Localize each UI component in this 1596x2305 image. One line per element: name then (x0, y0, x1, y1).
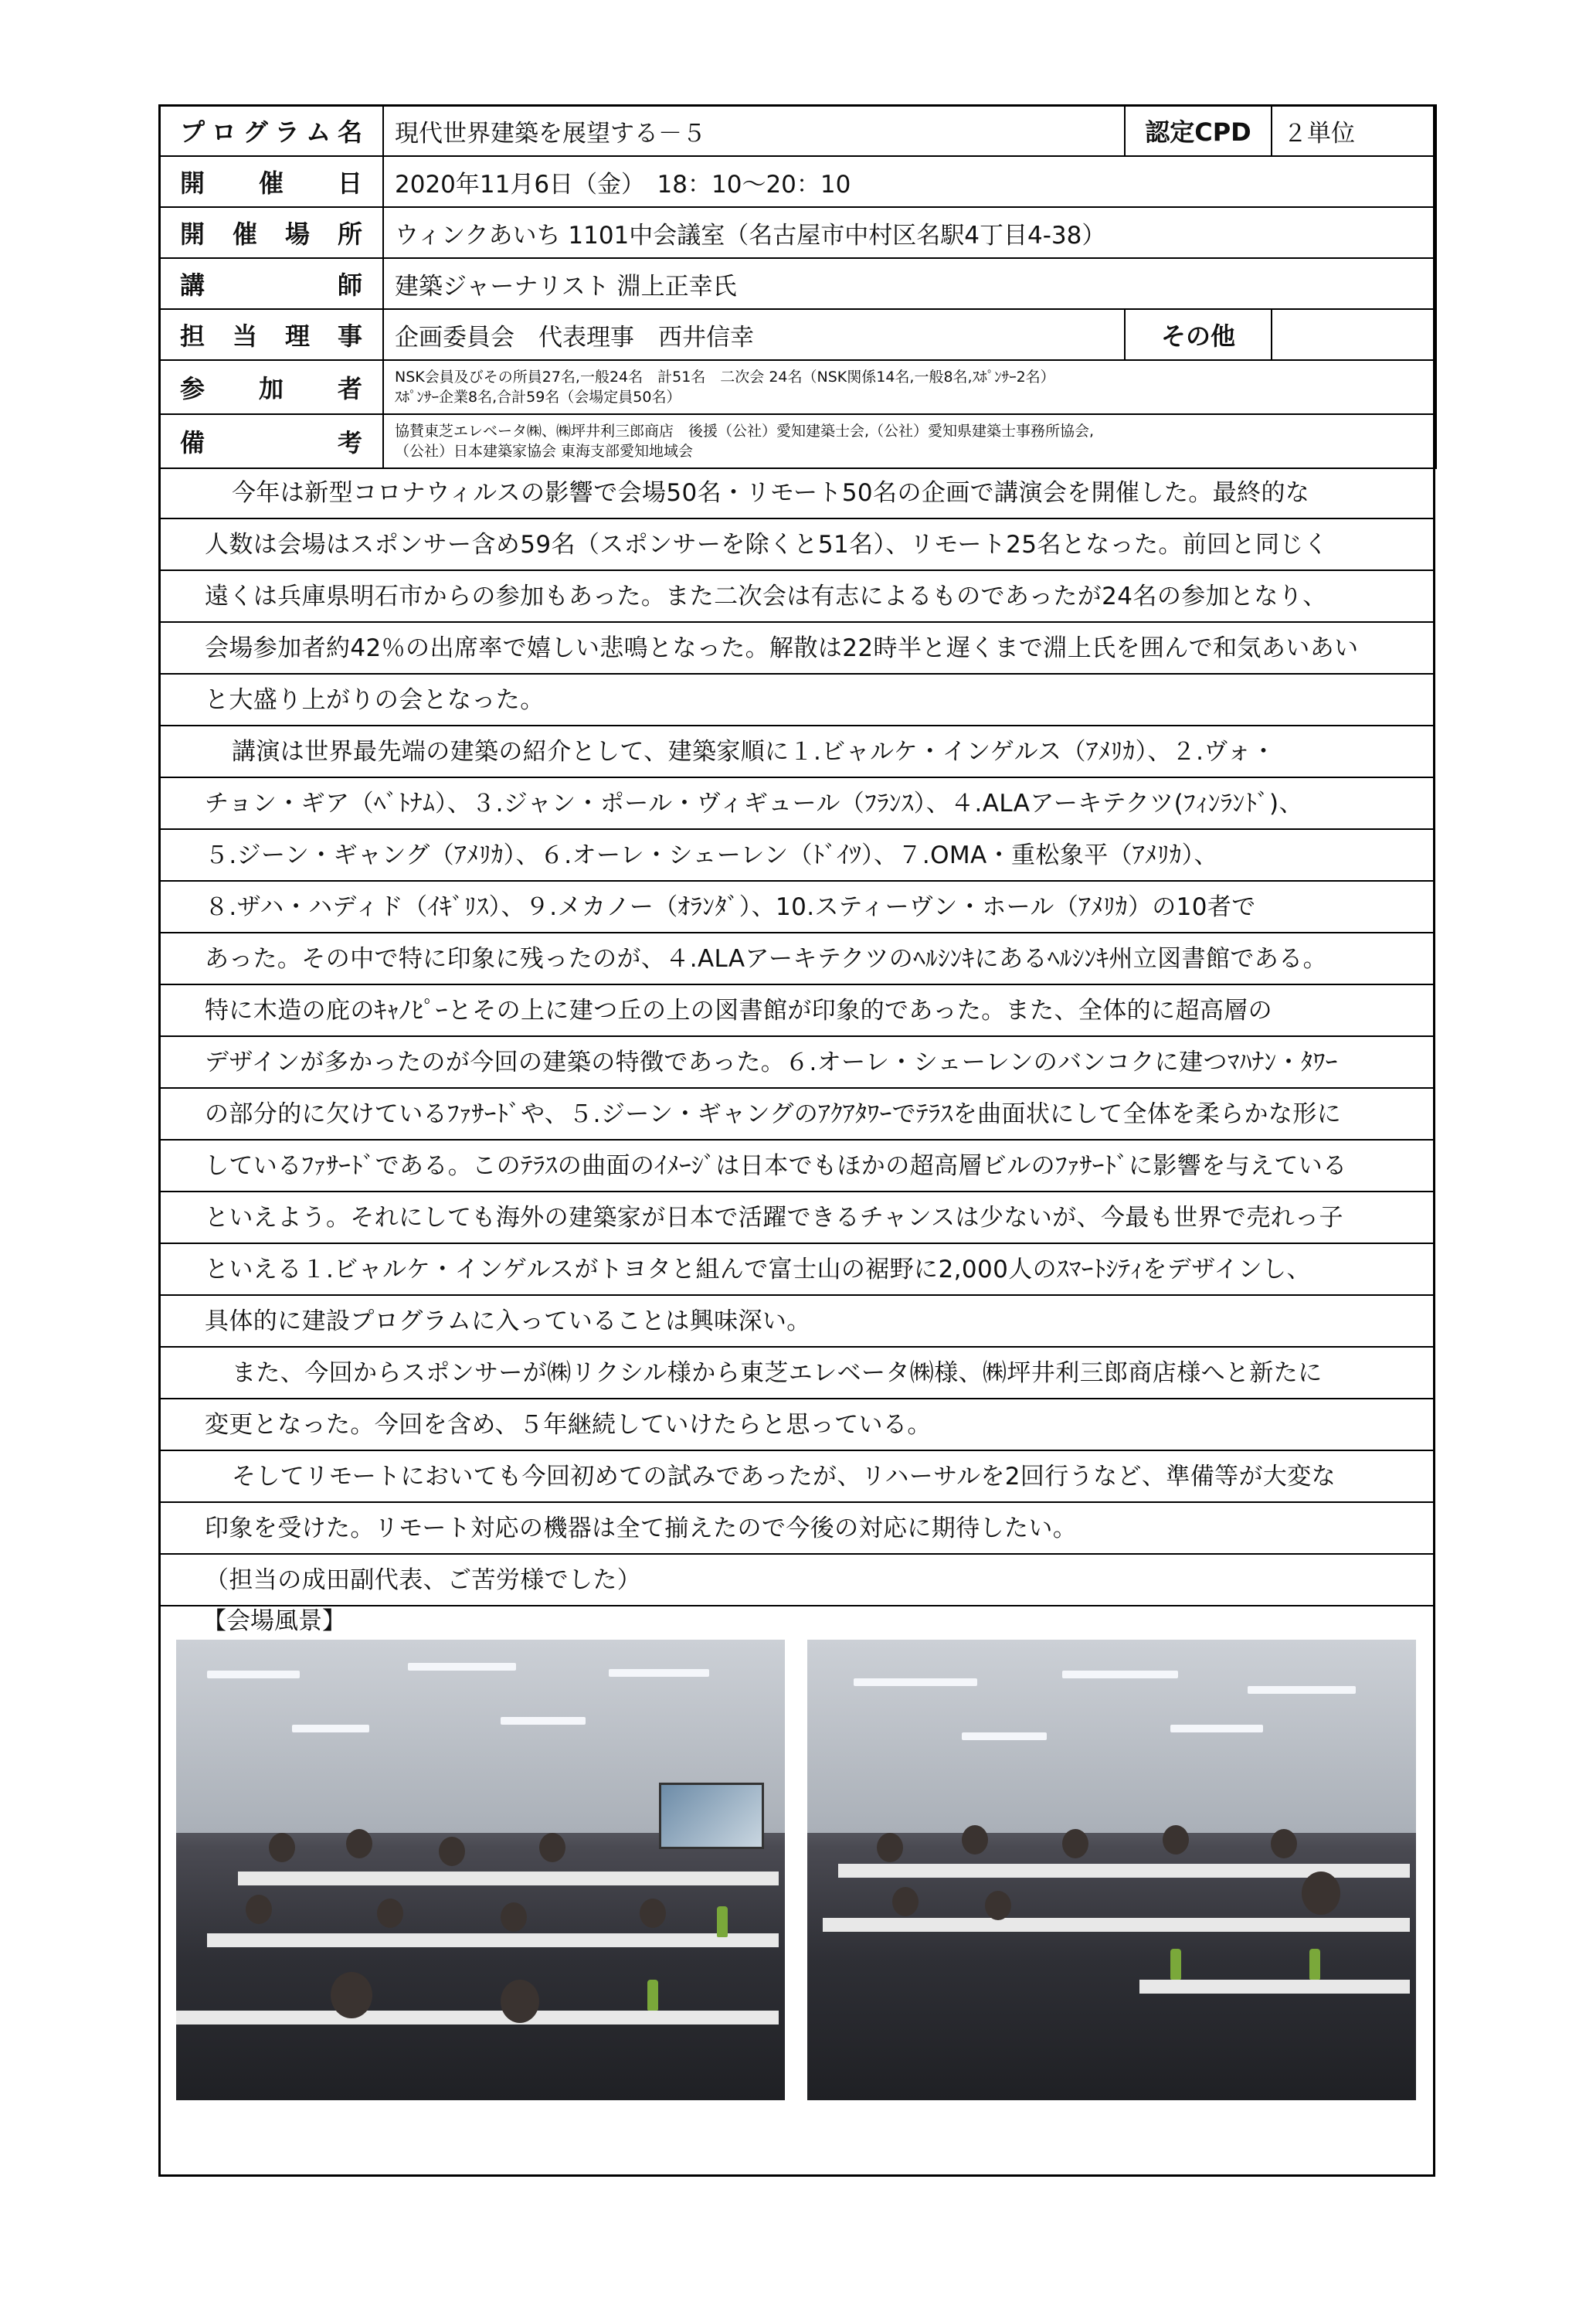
lecturer-label: 講師 (159, 258, 383, 309)
attendee-head (377, 1899, 403, 1928)
attendee-head (985, 1891, 1011, 1920)
attendee-head (501, 1980, 539, 2023)
venue-photo-left (176, 1640, 785, 2100)
attendee-head (877, 1833, 903, 1862)
report-body (158, 467, 1435, 1606)
ceiling-light (609, 1669, 709, 1677)
body-line: 人数は会場はスポンサー含め59名（スポンサーを除くと51名）、リモート25名となった。前回と同じく (158, 519, 1435, 571)
row-director (159, 309, 1436, 360)
attendee-head (1271, 1829, 1297, 1858)
date-label: 開催日 (159, 156, 383, 207)
remarks-line-2: （公社）日本建築家協会 東海支部愛知地域会 (395, 443, 694, 460)
participants-line-1: NSK会員及びその所員27名,一般24名 計51名 二次会 24名（NSK関係14名,一般8名,ｽﾎﾟﾝｻｰ2名） (395, 369, 1055, 386)
body-line: といえる１.ビャルケ・インゲルスがトヨタと組んで富士山の裾野に2,000人のｽﾏｰﾄｼﾃｨをデザインし、 (158, 1244, 1435, 1296)
body-line: 今年は新型コロナウィルスの影響で会場50名・リモート50名の企画で講演会を開催した。最終的な (158, 467, 1435, 519)
body-line: 会場参加者約42％の出席率で嬉しい悲鳴となった。解散は22時半と遅くまで淵上氏を囲んで和気あいあい (158, 623, 1435, 675)
attendee-head (640, 1899, 666, 1928)
attendee-head (269, 1833, 295, 1862)
attendee-head (501, 1902, 527, 1932)
attendee-head (1062, 1829, 1088, 1858)
body-line: 具体的に建設プログラムに入っていることは興味深い。 (158, 1296, 1435, 1348)
body-line: 遠くは兵庫県明石市からの参加もあった。また二次会は有志によるものであったが24名の参加となり、 (158, 571, 1435, 623)
ceiling-light (854, 1678, 977, 1686)
lecturer-value: 建築ジャーナリスト 淵上正幸氏 (383, 258, 1436, 309)
body-line: 印象を受けた。リモート対応の機器は全て揃えたので今後の対応に期待したい。 (158, 1503, 1435, 1555)
body-line: といえよう。それにしても海外の建築家が日本で活躍できるチャンスは少ないが、今最も世界で売れっ子 (158, 1192, 1435, 1244)
body-line: ８.ザハ・ハディド（ｲｷﾞﾘｽ）、９.メカノー（ｵﾗﾝﾀﾞ）、10.スティーヴン・ホール（ｱﾒﾘｶ）の10者で (158, 882, 1435, 933)
director-value: 企画委員会 代表理事 西井信幸 (383, 309, 1125, 360)
participants-label: 参加者 (159, 360, 383, 414)
body-line: そしてリモートにおいても今回初めての試みであったが、リハーサルを2回行うなど、準備等が大変な (158, 1451, 1435, 1503)
remarks-label: 備考 (159, 414, 383, 468)
participants-line-2: ｽﾎﾟﾝｻｰ企業8名,合計59名（会場定員50名） (395, 389, 681, 406)
attendee-head (439, 1837, 465, 1866)
attendee-head (346, 1829, 372, 1858)
desk-row (207, 1933, 779, 1947)
venue-label: 開催場所 (159, 207, 383, 258)
attendee-head (539, 1833, 565, 1862)
body-line: 講演は世界最先端の建築の紹介として、建築家順に１.ビャルケ・インゲルス（ｱﾒﾘｶ）、２.ヴォ・ (158, 726, 1435, 778)
ceiling-light (1062, 1671, 1178, 1678)
desk-row (238, 1872, 779, 1885)
body-line: 変更となった。今回を含め、５年継続していけたらと思っている。 (158, 1399, 1435, 1451)
director-label: 担当理事 (159, 309, 383, 360)
body-line: あった。その中で特に印象に残ったのが、４.ALAアーキテクツのﾍﾙｼﾝｷにあるﾍﾙｼﾝｷ州立図書館である。 (158, 933, 1435, 985)
body-line: ５.ジーン・ギャング（ｱﾒﾘｶ）、６.オーレ・シェーレン（ﾄﾞｲﾂ）、７.OMA・重松象平（ｱﾒﾘｶ）、 (158, 830, 1435, 882)
row-program (159, 105, 1436, 156)
attendee-head (962, 1825, 988, 1855)
ceiling-light (501, 1717, 586, 1725)
ceiling-light (1170, 1725, 1263, 1732)
ceiling-light (292, 1725, 369, 1732)
row-participants (159, 360, 1436, 414)
ceiling-light (962, 1732, 1047, 1740)
info-table (158, 104, 1437, 469)
cpd-value: ２単位 (1272, 105, 1436, 156)
desk-row (176, 2011, 779, 2025)
date-value: 2020年11月6日（金） 18：10～20：10 (383, 156, 1436, 207)
body-line: の部分的に欠けているﾌｧｻｰﾄﾞや、５.ジーン・ギャングのｱｸｱﾀﾜｰでﾃﾗｽを曲面状にして全体を柔らかな形に (158, 1089, 1435, 1141)
attendee-head (331, 1972, 372, 2018)
bottle (647, 1980, 658, 2011)
bottle (717, 1906, 728, 1937)
desk-row (1139, 1980, 1410, 1994)
ceiling-light (1248, 1686, 1356, 1694)
bottle (1170, 1949, 1181, 1980)
ceiling (807, 1640, 1416, 1833)
ceiling-light (207, 1671, 300, 1678)
desk-row (823, 1918, 1410, 1932)
photos-heading: 【会場風景】 (202, 1607, 346, 1635)
other-value (1272, 309, 1436, 360)
projection-screen (659, 1783, 764, 1849)
body-line: 特に木造の庇のｷｬﾉﾋﾟｰとその上に建つ丘の上の図書館が印象的であった。また、全体的に超高層の (158, 985, 1435, 1037)
body-line: チョン・ギア（ﾍﾞﾄﾅﾑ）、３.ジャン・ポール・ヴィギュール（ﾌﾗﾝｽ）、４.ALAアーキテクツ(ﾌｨﾝﾗﾝﾄﾞ)、 (158, 778, 1435, 830)
row-date (159, 156, 1436, 207)
remarks-line-1: 協賛東芝エレベータ㈱、㈱坪井利三郎商店 後援（公社）愛知建築士会,（公社）愛知県建築士事務所協会, (395, 423, 1095, 440)
attendee-head (246, 1895, 272, 1924)
body-line: デザインが多かったのが今回の建築の特徴であった。６.オーレ・シェーレンのバンコクに建つﾏﾊﾅﾝ・ﾀﾜｰ (158, 1037, 1435, 1089)
venue-value: ウィンクあいち 1101中会議室（名古屋市中村区名駅4丁目4-38） (383, 207, 1436, 258)
body-line: （担当の成田副代表、ご苦労様でした） (158, 1555, 1435, 1606)
attendee-head (892, 1887, 919, 1916)
ceiling-light (408, 1663, 516, 1671)
program-value: 現代世界建築を展望する－５ (383, 105, 1125, 156)
remarks-value (383, 414, 1436, 468)
body-line: と大盛り上がりの会となった。 (158, 675, 1435, 726)
cpd-label: 認定CPD (1125, 105, 1272, 156)
row-lecturer (159, 258, 1436, 309)
row-venue (159, 207, 1436, 258)
bottle (1309, 1949, 1320, 1980)
attendee-head (1163, 1825, 1189, 1855)
row-remarks (159, 414, 1436, 468)
participants-value (383, 360, 1436, 414)
body-line: しているﾌｧｻｰﾄﾞである。このﾃﾗｽの曲面のｲﾒｰｼﾞは日本でもほかの超高層ビルのﾌｧｻｰﾄﾞに影響を与えている (158, 1141, 1435, 1192)
attendee-head (1302, 1872, 1340, 1915)
venue-photo-right (807, 1640, 1416, 2100)
body-line: また、今回からスポンサーが㈱リクシル様から東芝エレベータ㈱様、㈱坪井利三郎商店様へと新たに (158, 1348, 1435, 1399)
program-label: プログラム名 (159, 105, 383, 156)
other-label: その他 (1125, 309, 1272, 360)
